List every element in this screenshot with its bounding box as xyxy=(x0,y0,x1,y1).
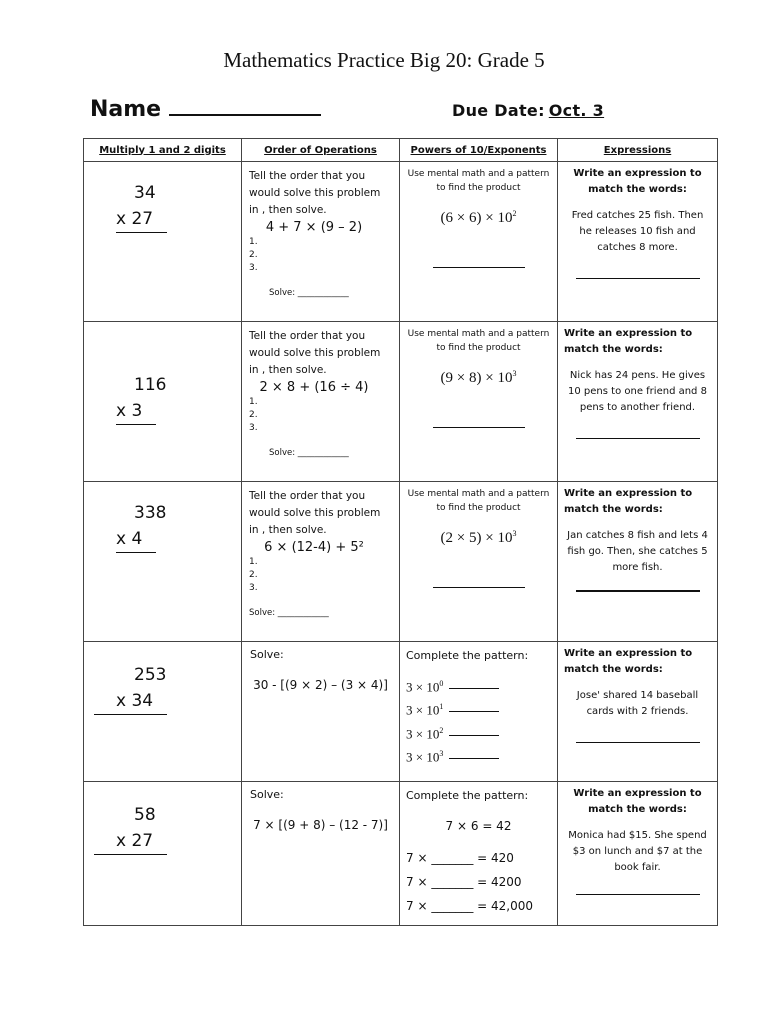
pow-expression: $(2 \times 5) \times 10^3$ xyxy=(440,529,517,546)
multiply-cell[interactable] xyxy=(84,782,242,926)
ops-expression: 6 × (12-4) + 5² xyxy=(264,540,364,555)
order-of-operations-cell[interactable] xyxy=(242,642,400,782)
pattern-equation[interactable]: 7 × _______ = 420 xyxy=(406,851,514,865)
powers-cell[interactable] xyxy=(400,322,558,482)
pattern-label: Complete the pattern: xyxy=(406,649,529,662)
ops-instructions: Tell the order that you would solve this problem in , then solve. xyxy=(249,170,381,216)
multiplicand: 338 xyxy=(134,503,167,523)
multiply-cell[interactable] xyxy=(84,482,242,642)
ops-steps xyxy=(249,236,393,275)
header-order-of-operations: Order of Operations xyxy=(242,139,400,162)
multiplicand: 58 xyxy=(134,805,156,825)
answer-blank[interactable] xyxy=(576,742,700,743)
solve-expression: 30 - [(9 × 2) – (3 × 4)] xyxy=(253,678,388,692)
multiply-cell[interactable] xyxy=(84,642,242,782)
multiplicand: 34 xyxy=(134,183,156,203)
answer-blank[interactable] xyxy=(576,590,700,592)
name-field[interactable] xyxy=(90,96,321,122)
expr-heading: Write an expression to match the words: xyxy=(564,648,693,675)
pow-instructions: Use mental math and a pattern to find the product xyxy=(407,329,550,353)
solve-label: Solve: xyxy=(250,788,284,801)
expr-heading: Write an expression to match the words: xyxy=(573,168,702,195)
answer-blank[interactable] xyxy=(433,267,525,268)
multiplicand: 116 xyxy=(134,375,167,395)
pattern-equations xyxy=(406,848,551,916)
ops-solve-line: Solve: ____________ xyxy=(249,608,329,618)
solve-label: Solve: xyxy=(250,648,284,661)
expr-heading: Write an expression to match the words: xyxy=(564,328,693,355)
expr-story: Jan catches 8 fish and lets 4 fish go. Then, she catches 5 more fish. xyxy=(567,530,708,573)
multiply-cell[interactable] xyxy=(84,322,242,482)
answer-blank[interactable] xyxy=(449,711,499,712)
expr-heading: Write an expression to match the words: xyxy=(564,488,693,515)
ops-steps xyxy=(249,556,393,595)
answer-blank[interactable] xyxy=(576,438,700,439)
page-title: Mathematics Practice Big 20: Grade 5 xyxy=(223,48,545,72)
due-date xyxy=(452,101,604,120)
expr-story: Monica had $15. She spend $3 on lunch and $7 at the book fair. xyxy=(568,830,707,873)
multiplier: x 4 xyxy=(116,526,156,553)
answer-blank[interactable] xyxy=(449,758,499,759)
order-of-operations-cell[interactable] xyxy=(242,482,400,642)
header-powers-of-10: Powers of 10/Exponents xyxy=(400,139,558,162)
pow-expression: $(9 \times 8) \times 10^3$ xyxy=(440,369,517,386)
expr-heading: Write an expression to match the words: xyxy=(573,788,702,815)
powers-cell[interactable] xyxy=(400,782,558,926)
problem-row xyxy=(84,322,718,482)
multiplier: x 3 xyxy=(116,398,156,425)
pattern-row: $3 \times 10^2$ xyxy=(406,721,551,744)
name-blank[interactable] xyxy=(169,96,321,116)
expressions-cell[interactable] xyxy=(558,322,718,482)
order-of-operations-cell[interactable] xyxy=(242,322,400,482)
ops-solve-line: Solve: ____________ xyxy=(269,448,349,458)
pattern-label: Complete the pattern: xyxy=(406,789,529,802)
pow-expression: $(6 \times 6) \times 10^2$ xyxy=(440,209,517,226)
pow-instructions: Use mental math and a pattern to find the product xyxy=(407,489,550,513)
problem-row xyxy=(84,782,718,926)
ops-instructions: Tell the order that you would solve this problem in , then solve. xyxy=(249,490,381,536)
problem-row xyxy=(84,482,718,642)
ops-steps xyxy=(249,396,393,435)
step-2: 2. xyxy=(249,410,258,420)
order-of-operations-cell[interactable] xyxy=(242,162,400,322)
problem-row xyxy=(84,642,718,782)
answer-blank[interactable] xyxy=(433,427,525,428)
multiplier: x 27 xyxy=(94,828,167,855)
header-row xyxy=(84,139,718,162)
header-multiply: Multiply 1 and 2 digits xyxy=(84,139,242,162)
step-1: 1. xyxy=(249,557,258,567)
answer-blank[interactable] xyxy=(576,278,700,279)
due-label: Due Date: xyxy=(452,101,545,120)
solve-expression: 7 × [(9 + 8) – (12 - 7)] xyxy=(253,818,388,832)
expr-story: Fred catches 25 fish. Then he releases 10 fish and catches 8 more. xyxy=(571,210,704,253)
order-of-operations-cell[interactable] xyxy=(242,782,400,926)
step-3: 3. xyxy=(249,423,258,433)
multiplier: x 27 xyxy=(116,206,167,233)
pattern-equation[interactable]: 7 × _______ = 4200 xyxy=(406,875,522,889)
worksheet-table xyxy=(83,138,718,926)
step-1: 1. xyxy=(249,237,258,247)
answer-blank[interactable] xyxy=(449,735,499,736)
ops-solve-line: Solve: ____________ xyxy=(269,288,349,298)
header-expressions: Expressions xyxy=(558,139,718,162)
ops-expression: 2 × 8 + (16 ÷ 4) xyxy=(259,380,369,395)
expressions-cell[interactable] xyxy=(558,782,718,926)
ops-expression: 4 + 7 × (9 – 2) xyxy=(265,220,363,235)
powers-cell[interactable] xyxy=(400,482,558,642)
expr-story: Jose' shared 14 baseball cards with 2 friends. xyxy=(576,690,699,717)
pattern-list xyxy=(406,674,551,767)
expr-story: Nick has 24 pens. He gives 10 pens to one friend and 8 pens to another friend. xyxy=(568,370,707,413)
expressions-cell[interactable] xyxy=(558,642,718,782)
step-3: 3. xyxy=(249,583,258,593)
due-value: Oct. 3 xyxy=(548,101,605,120)
ops-instructions: Tell the order that you would solve this problem in , then solve. xyxy=(249,330,381,376)
answer-blank[interactable] xyxy=(576,894,700,895)
multiplicand: 253 xyxy=(134,665,167,685)
name-label: Name xyxy=(90,97,162,122)
pattern-equation[interactable]: 7 × _______ = 42,000 xyxy=(406,899,533,913)
step-1: 1. xyxy=(249,397,258,407)
answer-blank[interactable] xyxy=(449,688,499,689)
pattern-row: $3 \times 10^1$ xyxy=(406,697,551,720)
problem-row xyxy=(84,162,718,322)
multiply-cell[interactable] xyxy=(84,162,242,322)
pattern-given: 7 × 6 = 42 xyxy=(445,819,512,833)
answer-blank[interactable] xyxy=(433,587,525,588)
pow-instructions: Use mental math and a pattern to find the product xyxy=(407,169,550,193)
powers-cell[interactable] xyxy=(400,642,558,782)
step-2: 2. xyxy=(249,570,258,580)
pattern-row: $3 \times 10^0$ xyxy=(406,674,551,697)
powers-cell[interactable] xyxy=(400,162,558,322)
pattern-row: $3 \times 10^3$ xyxy=(406,744,551,767)
multiplier: x 34 xyxy=(94,688,167,715)
expressions-cell[interactable] xyxy=(558,482,718,642)
step-2: 2. xyxy=(249,250,258,260)
expressions-cell[interactable] xyxy=(558,162,718,322)
step-3: 3. xyxy=(249,263,258,273)
